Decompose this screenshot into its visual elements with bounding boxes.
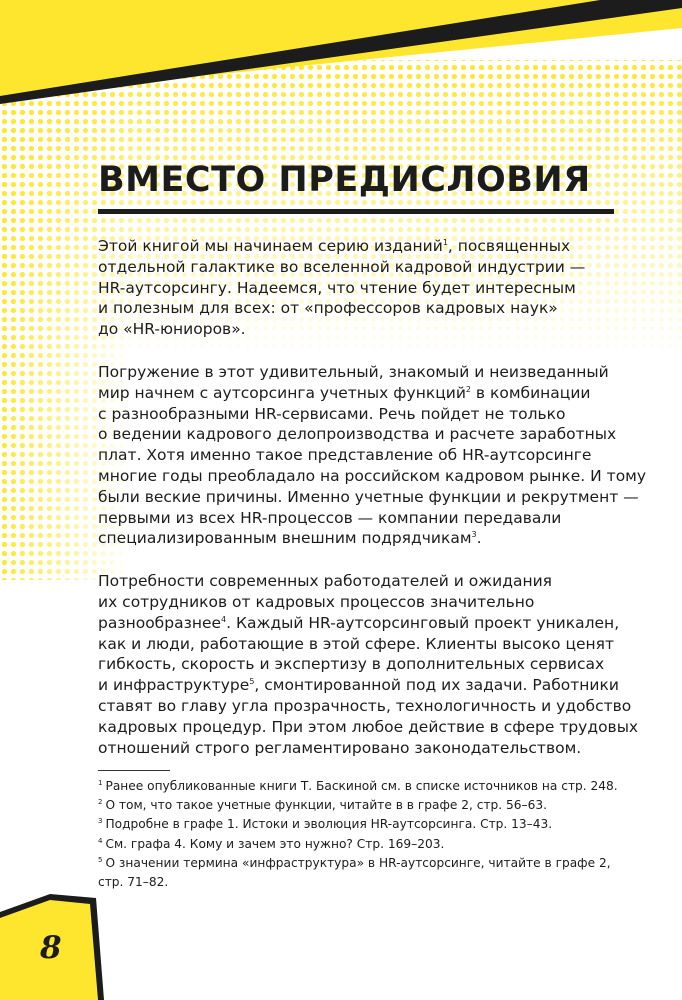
footnote bbox=[98, 854, 628, 892]
paragraph bbox=[98, 236, 618, 340]
text-line: гибкость, скорость и экспертизу в дополнительных сервисах bbox=[98, 655, 605, 674]
footnote bbox=[98, 835, 628, 854]
text-line: плат. Хотя именно такое представление об HR-аутсорсинге bbox=[98, 446, 592, 465]
footnote-number: 3 bbox=[98, 817, 103, 826]
footnote-ref: 5 bbox=[249, 677, 255, 687]
text-line: и полезным для всех: от «профессоров кадровых наук» bbox=[98, 299, 558, 318]
text-line: первыми из всех HR-процессов — компании передавали bbox=[98, 508, 562, 527]
footnote-text: Ранее опубликованные книги Т. Баскиной см. в списке источников на стр. 248. bbox=[105, 779, 618, 793]
text-line: Этой книгой мы начинаем серию изданий$^1$, посвященных bbox=[98, 237, 571, 255]
text-line: Погружение в этот удивительный, знакомый и неизведанный bbox=[98, 362, 609, 381]
text-line: многие годы преобладало на российском кадровом рынке. И тому bbox=[98, 466, 647, 485]
title-underline bbox=[98, 209, 614, 214]
page-number: 8 bbox=[40, 930, 62, 966]
page-title: ВМЕСТО ПРЕДИСЛОВИЯ bbox=[98, 160, 591, 200]
text-line: и инфраструктуре$^5$, смонтированной под их задачи. Работники bbox=[98, 676, 619, 695]
text-line: отдельной галактике во вселенной кадровой индустрии — bbox=[98, 257, 586, 276]
text-line: разнообразнее$^4$. Каждый HR-аутсорсинговый проект уникален, bbox=[98, 613, 620, 632]
footnote-separator bbox=[98, 770, 170, 771]
text-line: были веские причины. Именно учетные функции и рекрутмент — bbox=[98, 487, 639, 506]
footnote-text: См. графа 4. Кому и зачем это нужно? Стр. 169–203. bbox=[105, 836, 445, 851]
text-line: специализированным внешним подрядчикам$^3$. bbox=[98, 529, 482, 548]
text-line: Потребности современных работодателей и ожидания bbox=[98, 572, 553, 591]
footnote-text: стр. 71–82. bbox=[98, 875, 169, 890]
text-line: отношений строго регламентировано законодательством. bbox=[98, 738, 582, 757]
footnote bbox=[98, 815, 628, 834]
text-line: кадровых процедур. При этом любое действие в сфере трудовых bbox=[98, 717, 639, 736]
text-line: о ведении кадрового делопроизводства и расчете заработных bbox=[98, 425, 617, 444]
footnote-ref: 1 bbox=[442, 238, 448, 247]
footnote-text: О том, что такое учетные функции, читайте в в графе 2, стр. 56–63. bbox=[105, 798, 548, 813]
footnote-ref: 3 bbox=[471, 530, 477, 540]
text-line: ставят во главу угла прозрачность, технологичность и удобство bbox=[98, 696, 632, 715]
body-text bbox=[98, 236, 647, 780]
footnote-ref: 2 bbox=[465, 384, 471, 394]
text-line: с разнообразными HR-сервисами. Речь пойдет не только bbox=[98, 404, 566, 423]
text-line: HR-аутсорсингу. Надеемся, что чтение будет интересным bbox=[98, 278, 576, 297]
footnote-text: Подробне в графе 1. Истоки и эволюция HR-аутсорсинга. Стр. 13–43. bbox=[105, 817, 553, 832]
paragraph bbox=[98, 571, 639, 758]
text-line: как и люди, работающие в этой сфере. Клиенты высоко ценят bbox=[98, 634, 615, 653]
footnote-number: 1 bbox=[98, 779, 103, 787]
footnote-ref: 4 bbox=[221, 614, 227, 624]
footnote-text: О значении термина «инфраструктура» в HR-аутсорсинге, читайте в графе 2, bbox=[105, 855, 611, 870]
footnote bbox=[98, 796, 628, 815]
footnote bbox=[98, 777, 628, 796]
text-line: до «HR-юниоров». bbox=[98, 320, 246, 339]
text-line: мир начнем с аутсорсинга учетных функций$^2$ в комбинации bbox=[98, 383, 591, 402]
footnote-number: 2 bbox=[98, 798, 103, 807]
footnotes bbox=[98, 777, 628, 892]
footnote-number: 4 bbox=[98, 836, 103, 845]
footnote-number: 5 bbox=[98, 855, 103, 864]
paragraph bbox=[98, 362, 647, 549]
text-line: их сотрудников от кадровых процессов значительно bbox=[98, 592, 535, 611]
